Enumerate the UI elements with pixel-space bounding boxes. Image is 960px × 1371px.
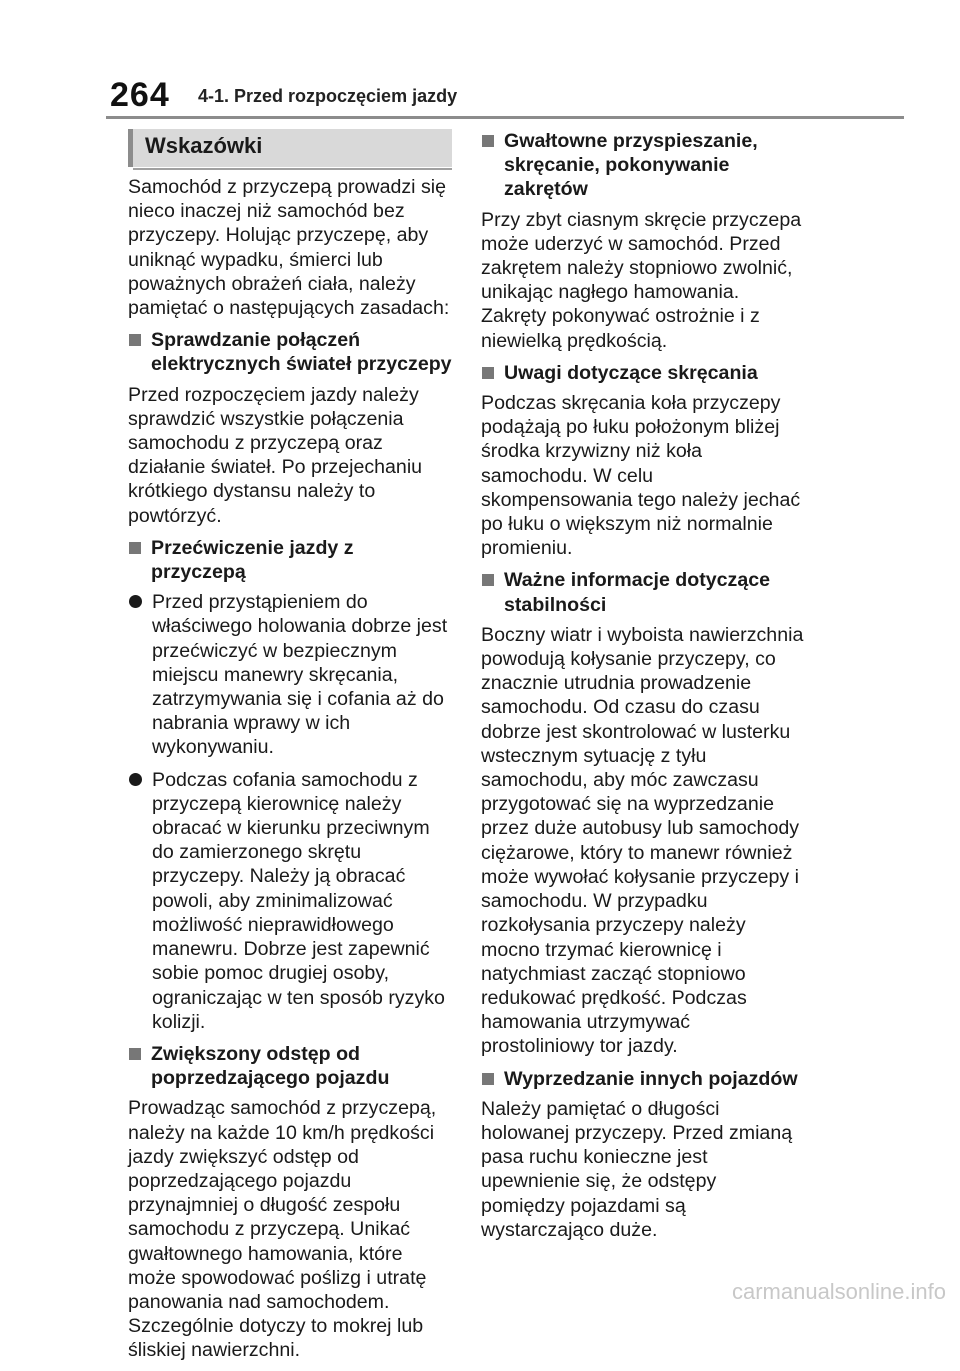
paragraph-electrical: Przed rozpoczęciem jazdy należy sprawdzić wszystkie połączenia samochodu z przyczepą oraz działanie świateł. Po przejechaniu krótkiego dystansu należy to powtórzyć.	[128, 383, 423, 527]
subheading-distance	[128, 1042, 452, 1090]
subheading-text: Przećwiczenie jazdy z przyczepą	[151, 536, 354, 584]
round-bullet-icon	[129, 773, 142, 786]
subheading-text: Uwagi dotyczące skręcania	[504, 361, 758, 384]
page-header	[106, 72, 904, 116]
square-bullet-icon	[482, 367, 494, 379]
subheading-turning	[481, 361, 805, 385]
bullet-item	[128, 768, 452, 1034]
paragraph-acceleration: Przy zbyt ciasnym skręcie przyczepa może uderzyć w samochód. Przed zakrętem należy stopniowo zwolnić, unikając nagłego hamowania. Zakręty pokonywać ostrożnie i z niewielką prędkością.	[481, 208, 802, 352]
square-bullet-icon	[129, 334, 141, 346]
tips-box	[128, 129, 452, 167]
bullet-item	[128, 590, 452, 759]
subheading-overtaking	[481, 1067, 805, 1091]
square-bullet-icon	[482, 1073, 494, 1085]
left-column	[128, 129, 452, 1371]
bullet-text: Przed przystąpieniem do właściwego holowania dobrze jest przećwiczyć w bezpiecznym miejscu manewry skręcania, zatrzymywania się i cofania aż do nabrania wprawy w ich wykonywaniu.	[152, 591, 448, 759]
subheading-stability	[481, 568, 805, 616]
watermark: carmanualsonline.info	[731, 1279, 946, 1304]
round-bullet-icon	[129, 595, 142, 608]
paragraph-overtaking: Należy pamiętać o długości holowanej przyczepy. Przed zmianą pasa ruchu konieczne jest upewnienie się, że odstępy pomiędzy pojazdami są wystarczająco duże.	[481, 1097, 793, 1241]
page-number: 264	[110, 76, 170, 114]
subheading-electrical	[128, 328, 452, 376]
right-column	[481, 129, 805, 1250]
tips-box-title: Wskazówki	[145, 133, 263, 158]
subheading-acceleration	[481, 129, 805, 202]
paragraph-stability: Boczny wiatr i wyboista nawierzchnia powodują kołysanie przyczepy, co znacznie utrudnia prowadzenie samochodu. Od czasu do czasu dobrze jest skontrolować w lusterku wstecznym sytuację z tyłu samochodu, aby móc zawczasu przygotować się na wyprzedzanie przez duże autobusy lub samochody ciężarowe, który to manewr również może wywołać kołysanie przyczepy i samochodu. W przypadku rozkołysania przyczepy należy mocno trzymać kierownicę i natychmiast zacząć stopniowo redukować prędkość. Podczas hamowania utrzymywać prostoliniowy tor jazdy.	[481, 623, 804, 1058]
subheading-practice	[128, 536, 452, 584]
paragraph-turning: Podczas skręcania koła przyczepy podążają po łuku położonym bliżej środka krzywizny niż koła samochodu. W celu skompensowania tego należy jechać po łuku o większym niż normalnie promieniu.	[481, 392, 801, 560]
square-bullet-icon	[129, 1048, 141, 1060]
square-bullet-icon	[129, 542, 141, 554]
subheading-text: Zwiększony odstęp od poprzedzającego pojazdu	[151, 1042, 390, 1090]
subheading-text: Ważne informacje dotyczące stabilności	[504, 569, 771, 616]
subheading-text: Sprawdzanie połączeń elektrycznych świateł przyczepy	[151, 329, 452, 376]
subheading-text: Wyprzedzanie innych pojazdów	[504, 1067, 798, 1090]
bullet-text: Podczas cofania samochodu z przyczepą kierownicę należy obracać w kierunku przeciwnym do zamierzonego skrętu przyczepy. Należy ją obracać powoli, aby zminimalizować możliwość nieprawidłowego manewru. Dobrze jest zapewnić sobie pomoc drugiej osoby, ograniczając w ten sposób ryzyko kolizji.	[152, 768, 445, 1033]
subheading-text: Gwałtowne przyspieszanie, skręcanie, pokonywanie zakrętów	[504, 130, 758, 201]
intro-paragraph: Samochód z przyczepą prowadzi się nieco inaczej niż samochód bez przyczepy. Holując przyczepę, aby uniknąć wypadku, śmierci lub poważnych obrażeń ciała, należy pamiętać o następujących zasadach:	[128, 176, 450, 320]
square-bullet-icon	[482, 574, 494, 586]
paragraph-distance: Prowadząc samochód z przyczepą, należy na każde 10 km/h prędkości jazdy zwiększyć odstęp od poprzedzającego pojazdu przynajmniej o długość zespołu samochodu z przyczepą. Unikać gwałtownego hamowania, które może spowodować poślizg i utratę panowania nad samochodem. Szczególnie dotyczy to mokrej lub śliskiej nawierzchni.	[128, 1097, 437, 1362]
square-bullet-icon	[482, 135, 494, 147]
header-divider	[106, 116, 904, 119]
section-title: 4-1. Przed rozpoczęciem jazdy	[198, 86, 458, 106]
